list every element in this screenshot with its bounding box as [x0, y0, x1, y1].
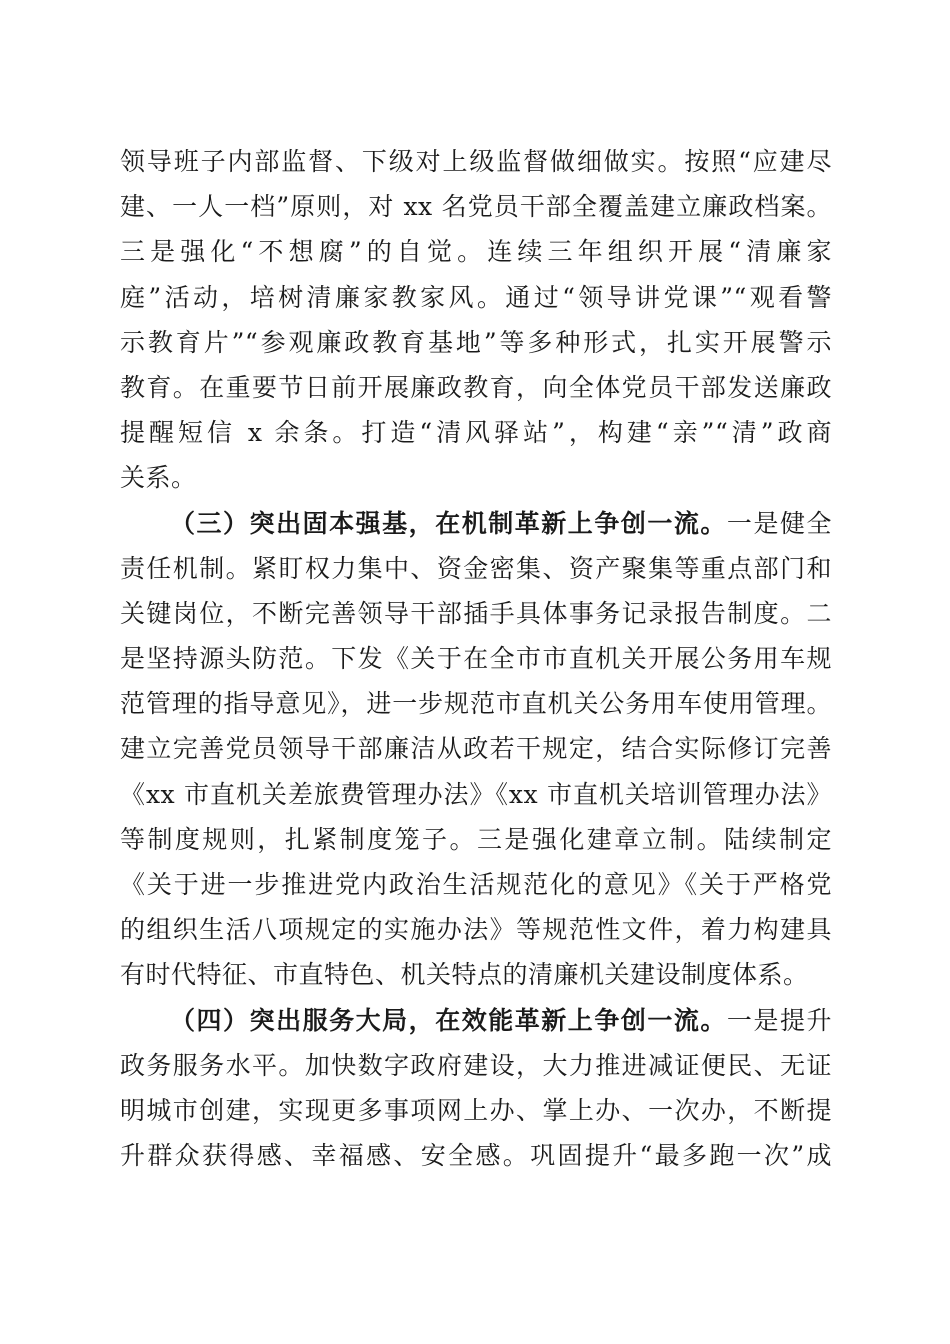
text-line: 《关于进一步推进党内政治生活规范化的意见》《关于严格党	[120, 870, 832, 899]
section-first-line	[120, 998, 832, 1043]
text-line: 责任机制。紧盯权力集中、资金密集、资产聚集等重点部门和	[120, 553, 832, 583]
text-line: 庭”活动，培树清廉家教家风。通过“领导讲党课”“观看警	[120, 282, 832, 312]
text-line: 建、一人一档”原则，对 xx 名党员干部全覆盖建立廉政档案。	[120, 192, 832, 222]
text-line: 明城市创建，实现更多事项网上办、掌上办、一次办，不断提	[120, 1095, 832, 1125]
text-line: 示教育片”“参观廉政教育基地”等多种形式，扎实开展警示	[120, 327, 832, 357]
section-first-line	[120, 501, 832, 546]
section-heading: （三）突出固本强基，在机制革新上争创一流。	[170, 508, 727, 538]
text-line: 有时代特征、市直特色、机关特点的清廉机关建设制度体系。	[120, 960, 809, 990]
document-body	[120, 139, 832, 1178]
section-heading: （四）突出服务大局，在效能革新上争创一流。	[170, 1005, 727, 1035]
text-line: 政务服务水平。加快数字政府建设，大力推进减证便民、无证	[120, 1050, 832, 1080]
text-line: 的组织生活八项规定的实施办法》等规范性文件，着力构建具	[120, 915, 832, 945]
text-line: 范管理的指导意见》，进一步规范市直机关公务用车使用管理。	[120, 689, 832, 719]
text-line: 提醒短信 x 余条。打造“清风驿站”，构建“亲”“清”政商	[120, 418, 832, 448]
text-line: 教育。在重要节日前开展廉政教育，向全体党员干部发送廉政	[120, 372, 832, 402]
text-line: 升群众获得感、幸福感、安全感。巩固提升“最多跑一次”成	[120, 1141, 832, 1171]
text-line: 三是强化“不想腐”的自觉。连续三年组织开展“清廉家	[120, 237, 832, 267]
text-fragment: 一是健全	[726, 508, 832, 538]
text-line: 建立完善党员领导干部廉洁从政若干规定，结合实际修订完善	[120, 734, 832, 764]
text-line: 关系。	[120, 463, 197, 493]
text-line: 等制度规则，扎紧制度笼子。三是强化建章立制。陆续制定	[120, 824, 832, 854]
text-line: 《xx 市直机关差旅费管理办法》《xx 市直机关培训管理办法》	[120, 779, 832, 809]
text-fragment: 一是提升	[726, 1005, 832, 1035]
text-line: 关键岗位，不断完善领导干部插手具体事务记录报告制度。二	[120, 598, 832, 628]
text-line: 领导班子内部监督、下级对上级监督做细做实。按照“应建尽	[120, 147, 832, 176]
text-line: 是坚持源头防范。下发《关于在全市市直机关开展公务用车规	[120, 644, 832, 674]
